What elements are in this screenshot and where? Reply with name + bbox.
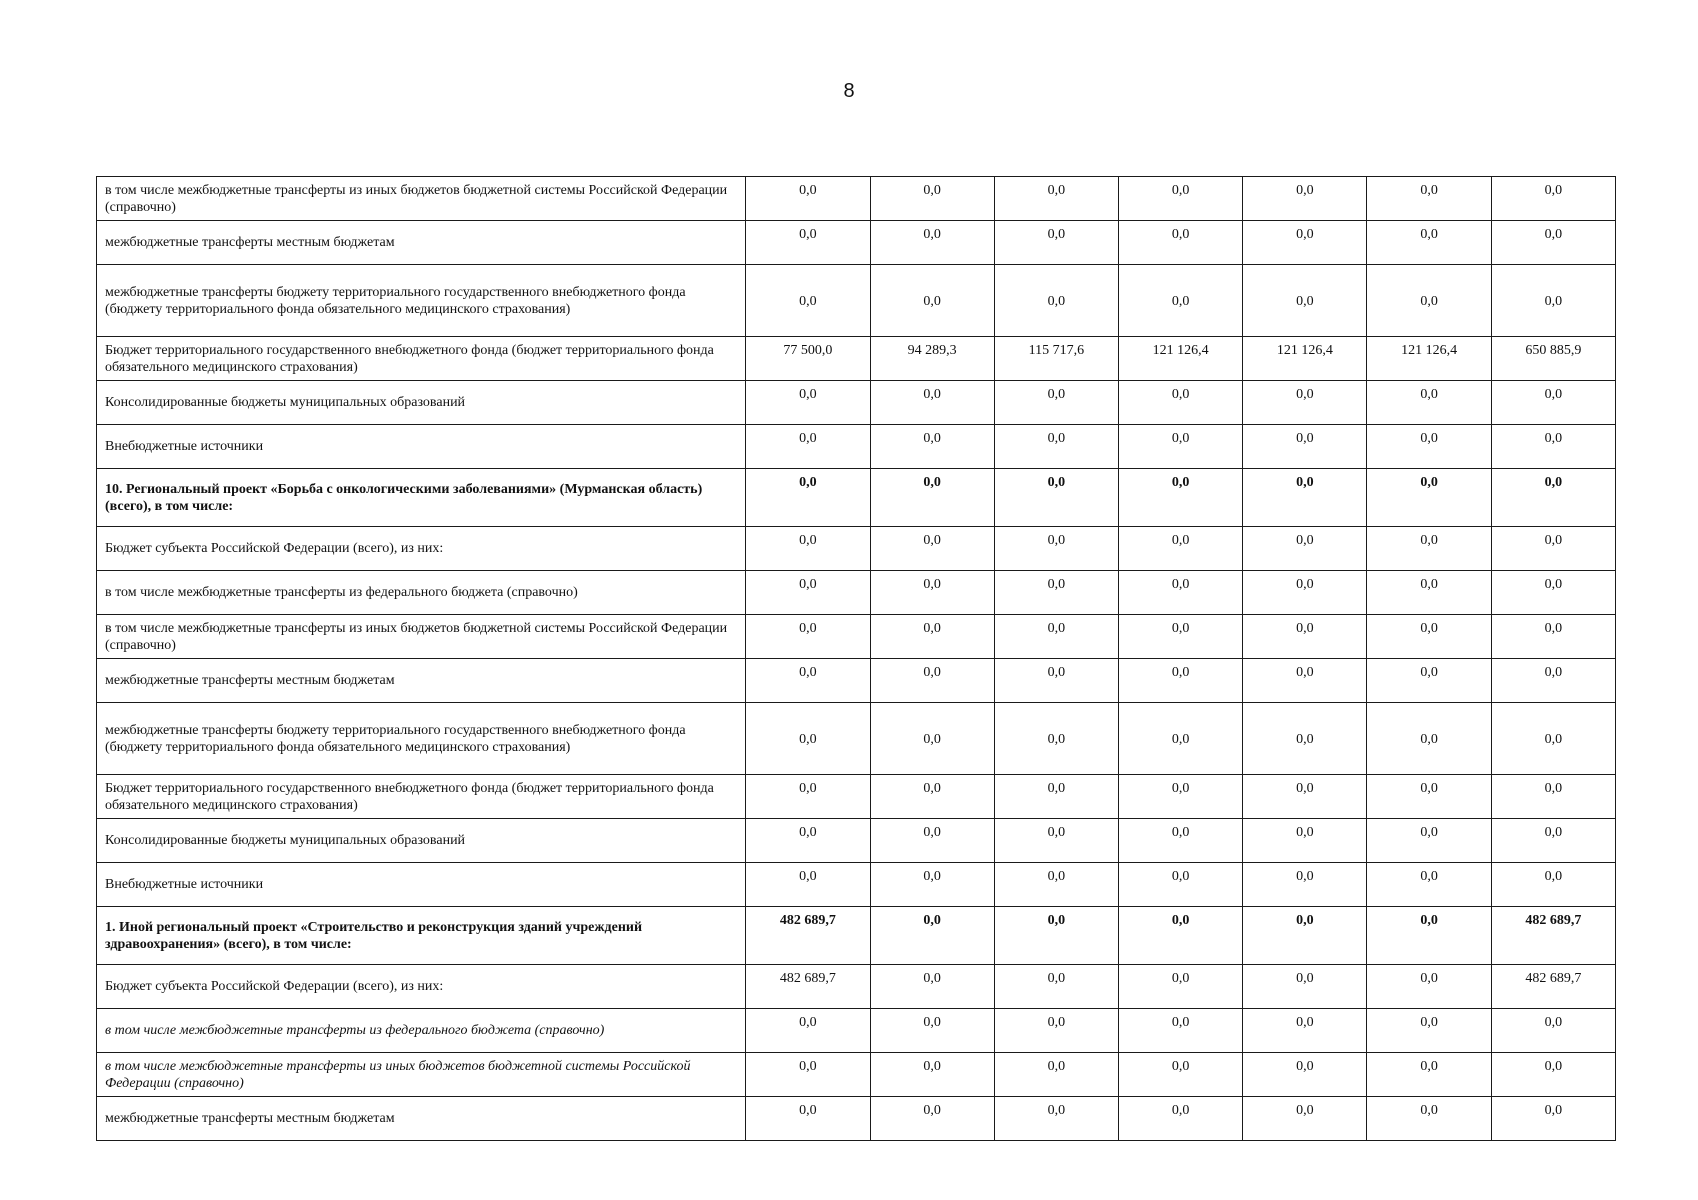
value-cell: 0,0 xyxy=(1491,571,1615,615)
value-cell: 0,0 xyxy=(870,469,994,527)
value-cell: 0,0 xyxy=(1491,819,1615,863)
value-cell: 0,0 xyxy=(1367,659,1491,703)
table-row xyxy=(97,381,1616,425)
value-cell: 0,0 xyxy=(1491,703,1615,775)
value-cell: 0,0 xyxy=(1118,819,1242,863)
value-cell: 0,0 xyxy=(1367,775,1491,819)
value-cell: 0,0 xyxy=(1118,703,1242,775)
value-cell: 0,0 xyxy=(994,775,1118,819)
value-cell: 0,0 xyxy=(1491,775,1615,819)
value-cell: 0,0 xyxy=(746,469,870,527)
row-label: межбюджетные трансферты бюджету территориального государственного внебюджетного фонда (бюджету территориального фонда обязательного медицинского страхования) xyxy=(97,703,746,775)
value-cell: 0,0 xyxy=(746,381,870,425)
value-cell: 0,0 xyxy=(746,527,870,571)
value-cell: 0,0 xyxy=(1491,863,1615,907)
value-cell: 482 689,7 xyxy=(1491,965,1615,1009)
value-cell: 0,0 xyxy=(1367,703,1491,775)
row-label: межбюджетные трансферты местным бюджетам xyxy=(97,1097,746,1141)
value-cell: 0,0 xyxy=(1367,1009,1491,1053)
budget-table-body xyxy=(97,177,1616,1141)
row-label: Бюджет территориального государственного внебюджетного фонда (бюджет территориального фонда обязательного медицинского страхования) xyxy=(97,775,746,819)
value-cell: 0,0 xyxy=(1367,965,1491,1009)
value-cell: 482 689,7 xyxy=(1491,907,1615,965)
value-cell: 121 126,4 xyxy=(1243,337,1367,381)
value-cell: 0,0 xyxy=(870,819,994,863)
value-cell: 0,0 xyxy=(870,1053,994,1097)
value-cell: 0,0 xyxy=(1118,425,1242,469)
value-cell: 0,0 xyxy=(746,819,870,863)
value-cell: 0,0 xyxy=(1243,469,1367,527)
value-cell: 0,0 xyxy=(870,1009,994,1053)
table-row xyxy=(97,177,1616,221)
value-cell: 0,0 xyxy=(746,775,870,819)
value-cell: 0,0 xyxy=(994,819,1118,863)
value-cell: 0,0 xyxy=(1243,965,1367,1009)
table-row xyxy=(97,819,1616,863)
value-cell: 115 717,6 xyxy=(994,337,1118,381)
table-row xyxy=(97,703,1616,775)
value-cell: 0,0 xyxy=(870,703,994,775)
value-cell: 0,0 xyxy=(746,425,870,469)
value-cell: 0,0 xyxy=(994,1009,1118,1053)
table-row xyxy=(97,1053,1616,1097)
value-cell: 0,0 xyxy=(994,615,1118,659)
value-cell: 0,0 xyxy=(1367,907,1491,965)
value-cell: 0,0 xyxy=(870,615,994,659)
value-cell: 0,0 xyxy=(1367,1053,1491,1097)
table-row xyxy=(97,337,1616,381)
value-cell: 0,0 xyxy=(1118,1009,1242,1053)
row-label: Бюджет субъекта Российской Федерации (всего), из них: xyxy=(97,965,746,1009)
row-label: межбюджетные трансферты местным бюджетам xyxy=(97,659,746,703)
value-cell: 0,0 xyxy=(1243,571,1367,615)
value-cell: 0,0 xyxy=(870,863,994,907)
value-cell: 0,0 xyxy=(1243,1009,1367,1053)
value-cell: 0,0 xyxy=(1243,863,1367,907)
table-row xyxy=(97,907,1616,965)
value-cell: 0,0 xyxy=(870,659,994,703)
value-cell: 0,0 xyxy=(1243,527,1367,571)
value-cell: 0,0 xyxy=(994,381,1118,425)
table-row xyxy=(97,469,1616,527)
row-label: в том числе межбюджетные трансферты из иных бюджетов бюджетной системы Российской Федерации (справочно) xyxy=(97,177,746,221)
value-cell: 0,0 xyxy=(1491,615,1615,659)
value-cell: 0,0 xyxy=(1118,527,1242,571)
value-cell: 121 126,4 xyxy=(1118,337,1242,381)
value-cell: 0,0 xyxy=(1491,1053,1615,1097)
value-cell: 0,0 xyxy=(1491,659,1615,703)
value-cell: 0,0 xyxy=(870,965,994,1009)
value-cell: 0,0 xyxy=(746,615,870,659)
value-cell: 0,0 xyxy=(746,659,870,703)
value-cell: 77 500,0 xyxy=(746,337,870,381)
value-cell: 94 289,3 xyxy=(870,337,994,381)
value-cell: 0,0 xyxy=(994,965,1118,1009)
value-cell: 0,0 xyxy=(746,177,870,221)
row-label: Бюджет территориального государственного внебюджетного фонда (бюджет территориального фонда обязательного медицинского страхования) xyxy=(97,337,746,381)
row-label: Консолидированные бюджеты муниципальных образований xyxy=(97,819,746,863)
table-row xyxy=(97,425,1616,469)
value-cell: 0,0 xyxy=(1491,177,1615,221)
table-row xyxy=(97,571,1616,615)
value-cell: 0,0 xyxy=(1367,469,1491,527)
value-cell: 0,0 xyxy=(1491,381,1615,425)
value-cell: 0,0 xyxy=(994,177,1118,221)
value-cell: 0,0 xyxy=(1367,615,1491,659)
value-cell: 0,0 xyxy=(994,469,1118,527)
value-cell: 0,0 xyxy=(1491,1097,1615,1141)
value-cell: 0,0 xyxy=(1243,907,1367,965)
table-row xyxy=(97,221,1616,265)
value-cell: 0,0 xyxy=(1118,221,1242,265)
value-cell: 0,0 xyxy=(994,1053,1118,1097)
table-row xyxy=(97,863,1616,907)
value-cell: 650 885,9 xyxy=(1491,337,1615,381)
row-label: 10. Региональный проект «Борьба с онкологическими заболеваниями» (Мурманская область) (всего), в том числе: xyxy=(97,469,746,527)
value-cell: 0,0 xyxy=(870,221,994,265)
value-cell: 0,0 xyxy=(1118,177,1242,221)
row-label: Внебюджетные источники xyxy=(97,863,746,907)
value-cell: 121 126,4 xyxy=(1367,337,1491,381)
value-cell: 0,0 xyxy=(1118,1053,1242,1097)
value-cell: 0,0 xyxy=(1243,381,1367,425)
value-cell: 0,0 xyxy=(1367,381,1491,425)
value-cell: 0,0 xyxy=(1243,659,1367,703)
value-cell: 0,0 xyxy=(1367,177,1491,221)
row-label: в том числе межбюджетные трансферты из федерального бюджета (справочно) xyxy=(97,1009,746,1053)
value-cell: 0,0 xyxy=(1118,571,1242,615)
page-number: 8 xyxy=(843,80,855,102)
value-cell: 0,0 xyxy=(870,571,994,615)
row-label: Консолидированные бюджеты муниципальных образований xyxy=(97,381,746,425)
value-cell: 0,0 xyxy=(994,527,1118,571)
value-cell: 482 689,7 xyxy=(746,907,870,965)
row-label: 1. Иной региональный проект «Строительство и реконструкция зданий учреждений здравоохранения» (всего), в том числе: xyxy=(97,907,746,965)
value-cell: 0,0 xyxy=(1118,775,1242,819)
value-cell: 0,0 xyxy=(1243,1097,1367,1141)
value-cell: 0,0 xyxy=(1367,527,1491,571)
value-cell: 0,0 xyxy=(870,381,994,425)
value-cell: 0,0 xyxy=(994,659,1118,703)
value-cell: 0,0 xyxy=(1367,265,1491,337)
value-cell: 0,0 xyxy=(746,1053,870,1097)
value-cell: 0,0 xyxy=(746,221,870,265)
value-cell: 0,0 xyxy=(870,527,994,571)
value-cell: 0,0 xyxy=(1367,571,1491,615)
value-cell: 0,0 xyxy=(994,907,1118,965)
row-label: в том числе межбюджетные трансферты из иных бюджетов бюджетной системы Российской Федерации (справочно) xyxy=(97,615,746,659)
value-cell: 0,0 xyxy=(870,177,994,221)
value-cell: 0,0 xyxy=(1491,221,1615,265)
row-label: Бюджет субъекта Российской Федерации (всего), из них: xyxy=(97,527,746,571)
value-cell: 0,0 xyxy=(1118,965,1242,1009)
value-cell: 0,0 xyxy=(1367,819,1491,863)
value-cell: 0,0 xyxy=(1367,1097,1491,1141)
value-cell: 0,0 xyxy=(746,571,870,615)
value-cell: 0,0 xyxy=(1491,1009,1615,1053)
value-cell: 0,0 xyxy=(1118,1097,1242,1141)
row-label: межбюджетные трансферты местным бюджетам xyxy=(97,221,746,265)
value-cell: 0,0 xyxy=(1491,265,1615,337)
value-cell: 0,0 xyxy=(1118,863,1242,907)
value-cell: 0,0 xyxy=(994,1097,1118,1141)
value-cell: 0,0 xyxy=(1243,703,1367,775)
table-row xyxy=(97,265,1616,337)
value-cell: 0,0 xyxy=(1367,221,1491,265)
row-label: межбюджетные трансферты бюджету территориального государственного внебюджетного фонда (бюджету территориального фонда обязательного медицинского страхования) xyxy=(97,265,746,337)
value-cell: 0,0 xyxy=(994,425,1118,469)
value-cell: 0,0 xyxy=(746,1097,870,1141)
table-row xyxy=(97,527,1616,571)
value-cell: 0,0 xyxy=(746,265,870,337)
row-label: в том числе межбюджетные трансферты из федерального бюджета (справочно) xyxy=(97,571,746,615)
value-cell: 0,0 xyxy=(994,265,1118,337)
value-cell: 482 689,7 xyxy=(746,965,870,1009)
value-cell: 0,0 xyxy=(1118,469,1242,527)
value-cell: 0,0 xyxy=(746,1009,870,1053)
value-cell: 0,0 xyxy=(1118,381,1242,425)
row-label: Внебюджетные источники xyxy=(97,425,746,469)
value-cell: 0,0 xyxy=(1243,775,1367,819)
table-row xyxy=(97,965,1616,1009)
value-cell: 0,0 xyxy=(746,863,870,907)
value-cell: 0,0 xyxy=(746,703,870,775)
value-cell: 0,0 xyxy=(870,265,994,337)
value-cell: 0,0 xyxy=(1118,907,1242,965)
value-cell: 0,0 xyxy=(1491,527,1615,571)
value-cell: 0,0 xyxy=(1118,265,1242,337)
value-cell: 0,0 xyxy=(1243,265,1367,337)
value-cell: 0,0 xyxy=(1491,425,1615,469)
value-cell: 0,0 xyxy=(1243,819,1367,863)
value-cell: 0,0 xyxy=(870,775,994,819)
value-cell: 0,0 xyxy=(994,703,1118,775)
value-cell: 0,0 xyxy=(1367,425,1491,469)
value-cell: 0,0 xyxy=(870,907,994,965)
value-cell: 0,0 xyxy=(1243,1053,1367,1097)
value-cell: 0,0 xyxy=(870,1097,994,1141)
value-cell: 0,0 xyxy=(1118,615,1242,659)
value-cell: 0,0 xyxy=(870,425,994,469)
value-cell: 0,0 xyxy=(994,221,1118,265)
value-cell: 0,0 xyxy=(994,863,1118,907)
value-cell: 0,0 xyxy=(1243,425,1367,469)
value-cell: 0,0 xyxy=(1243,615,1367,659)
table-row xyxy=(97,659,1616,703)
budget-table xyxy=(96,176,1616,1141)
value-cell: 0,0 xyxy=(1243,221,1367,265)
table-row xyxy=(97,1009,1616,1053)
value-cell: 0,0 xyxy=(994,571,1118,615)
row-label: в том числе межбюджетные трансферты из иных бюджетов бюджетной системы Российской Федерации (справочно) xyxy=(97,1053,746,1097)
value-cell: 0,0 xyxy=(1367,863,1491,907)
value-cell: 0,0 xyxy=(1118,659,1242,703)
value-cell: 0,0 xyxy=(1243,177,1367,221)
value-cell: 0,0 xyxy=(1491,469,1615,527)
table-row xyxy=(97,615,1616,659)
table-row xyxy=(97,775,1616,819)
table-row xyxy=(97,1097,1616,1141)
